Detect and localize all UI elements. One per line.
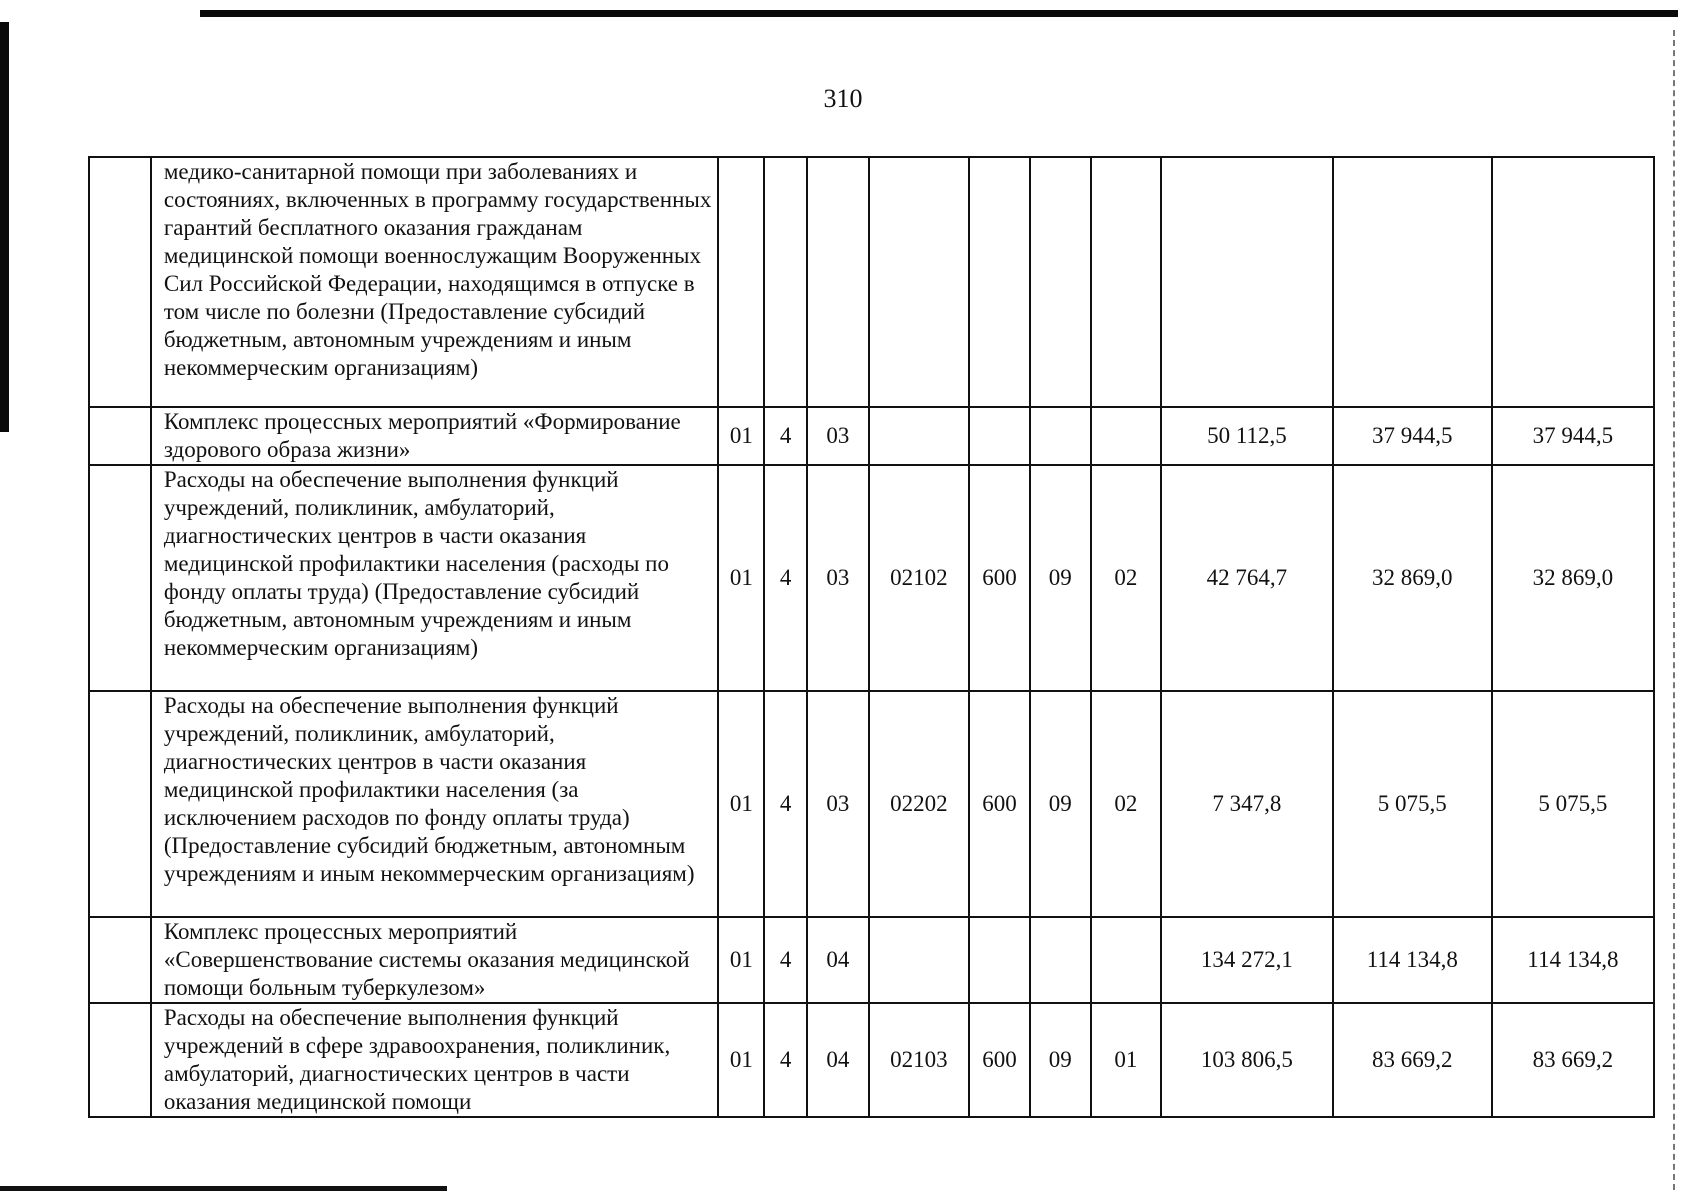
code-cell: 01	[1091, 1003, 1161, 1117]
code-cell: 02102	[869, 465, 969, 691]
code-cell	[764, 157, 807, 407]
code-cell: 03	[807, 465, 869, 691]
code-cell	[869, 917, 969, 1003]
code-cell	[969, 917, 1030, 1003]
budget-table	[88, 156, 1655, 1118]
scan-border-top	[200, 10, 1678, 17]
table-row	[89, 157, 1654, 407]
item-name: Расходы на обеспечение выполнения функций учреждений, поликлиник, амбулаторий, диагностических центров в части оказания медицинской профилактики населения (за исключением расходов по фонду оплаты труда) (Предоставление субсидий бюджетным, автономным учреждениям и иным некоммерческим организациям)	[151, 691, 719, 917]
code-cell	[969, 407, 1030, 465]
item-name: медико-санитарной помощи при заболеваниях и состояниях, включенных в программу государственных гарантий бесплатного оказания гражданам медицинской помощи военнослужащим Вооруженных Сил Российской Федерации, находящимся в отпуске в том числе по болезни (Предоставление субсидий бюджетным, автономным учреждениям и иным некоммерческим организациям)	[151, 157, 719, 407]
code-cell	[1030, 917, 1091, 1003]
amount-cell: 114 134,8	[1492, 917, 1654, 1003]
row-index-cell	[89, 1003, 151, 1117]
table-row	[89, 691, 1654, 917]
code-cell: 02202	[869, 691, 969, 917]
code-cell: 04	[807, 917, 869, 1003]
code-cell: 09	[1030, 465, 1091, 691]
amount-cell: 42 764,7	[1161, 465, 1333, 691]
code-cell: 4	[764, 407, 807, 465]
code-cell: 02	[1091, 691, 1161, 917]
code-cell: 4	[764, 1003, 807, 1117]
amount-cell: 37 944,5	[1492, 407, 1654, 465]
code-cell	[1030, 407, 1091, 465]
amount-cell: 114 134,8	[1333, 917, 1492, 1003]
table-row	[89, 407, 1654, 465]
amount-cell: 83 669,2	[1333, 1003, 1492, 1117]
item-name: Комплекс процессных мероприятий «Совершенствование системы оказания медицинской помощи больным туберкулезом»	[151, 917, 719, 1003]
page-number: 310	[823, 84, 863, 113]
amount-cell: 32 869,0	[1333, 465, 1492, 691]
code-cell: 600	[969, 1003, 1030, 1117]
row-index-cell	[89, 157, 151, 407]
amount-cell: 83 669,2	[1492, 1003, 1654, 1117]
table-row	[89, 465, 1654, 691]
amount-cell: 32 869,0	[1492, 465, 1654, 691]
code-cell: 4	[764, 917, 807, 1003]
code-cell: 600	[969, 465, 1030, 691]
code-cell: 03	[807, 691, 869, 917]
code-cell: 01	[718, 917, 764, 1003]
item-name: Комплекс процессных мероприятий «Формирование здорового образа жизни»	[151, 407, 719, 465]
code-cell: 02103	[869, 1003, 969, 1117]
code-cell	[969, 157, 1030, 407]
code-cell	[1030, 157, 1091, 407]
code-cell: 03	[807, 407, 869, 465]
code-cell: 4	[764, 691, 807, 917]
code-cell: 01	[718, 691, 764, 917]
code-cell: 01	[718, 407, 764, 465]
code-cell: 600	[969, 691, 1030, 917]
amount-cell: 50 112,5	[1161, 407, 1333, 465]
code-cell	[1091, 407, 1161, 465]
code-cell: 04	[807, 1003, 869, 1117]
row-index-cell	[89, 465, 151, 691]
code-cell	[807, 157, 869, 407]
code-cell	[869, 407, 969, 465]
amount-cell: 134 272,1	[1161, 917, 1333, 1003]
code-cell	[1091, 157, 1161, 407]
amount-cell	[1492, 157, 1654, 407]
scan-border-bottom	[0, 1186, 447, 1191]
table-row	[89, 917, 1654, 1003]
code-cell: 09	[1030, 691, 1091, 917]
code-cell: 09	[1030, 1003, 1091, 1117]
item-name: Расходы на обеспечение выполнения функций учреждений, поликлиник, амбулаторий, диагностических центров в части оказания медицинской профилактики населения (расходы по фонду оплаты труда) (Предоставление субсидий бюджетным, автономным учреждениям и иным некоммерческим организациям)	[151, 465, 719, 691]
code-cell: 01	[718, 1003, 764, 1117]
code-cell	[1091, 917, 1161, 1003]
code-cell	[869, 157, 969, 407]
row-index-cell	[89, 691, 151, 917]
table-row	[89, 1003, 1654, 1117]
amount-cell: 37 944,5	[1333, 407, 1492, 465]
item-name: Расходы на обеспечение выполнения функций учреждений в сфере здравоохранения, поликлиник, амбулаторий, диагностических центров в части оказания медицинской помощи	[151, 1003, 719, 1117]
amount-cell	[1161, 157, 1333, 407]
scan-border-right	[1673, 30, 1675, 1190]
row-index-cell	[89, 407, 151, 465]
code-cell: 01	[718, 465, 764, 691]
code-cell: 02	[1091, 465, 1161, 691]
amount-cell: 5 075,5	[1333, 691, 1492, 917]
amount-cell	[1333, 157, 1492, 407]
amount-cell: 5 075,5	[1492, 691, 1654, 917]
code-cell	[718, 157, 764, 407]
row-index-cell	[89, 917, 151, 1003]
code-cell: 4	[764, 465, 807, 691]
amount-cell: 7 347,8	[1161, 691, 1333, 917]
amount-cell: 103 806,5	[1161, 1003, 1333, 1117]
